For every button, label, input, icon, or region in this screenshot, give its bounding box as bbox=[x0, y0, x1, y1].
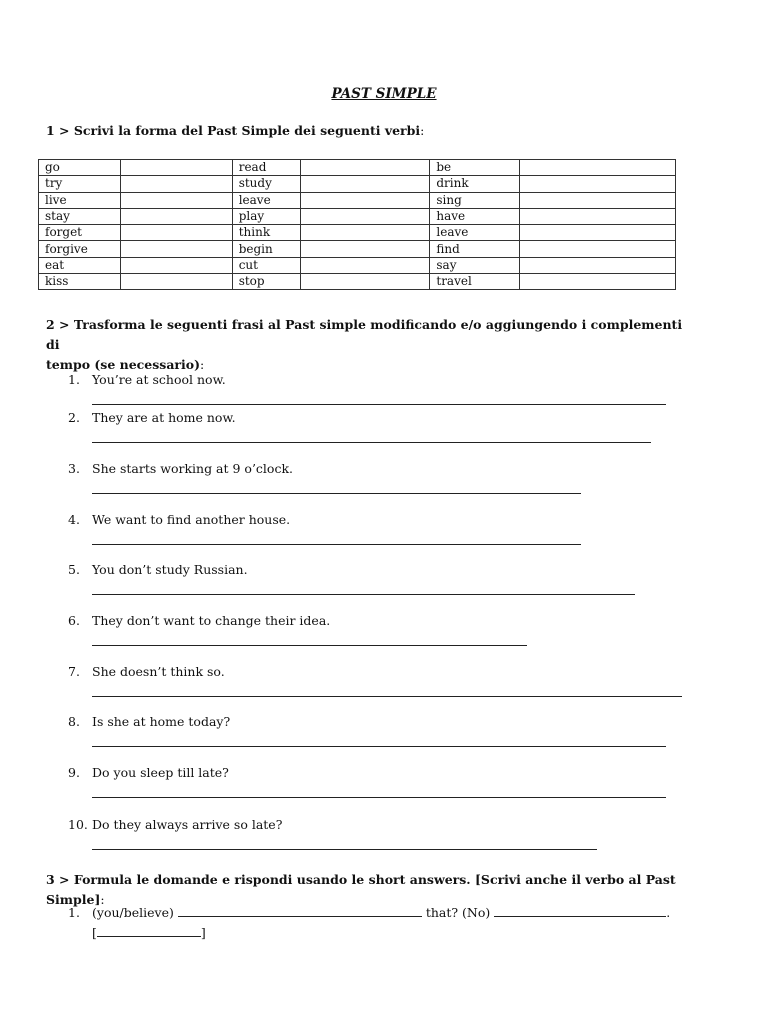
exercise-sentence: Do they always arrive so late? bbox=[92, 817, 283, 832]
verb-cell: play bbox=[232, 208, 300, 224]
verb-cell: forget bbox=[39, 225, 121, 241]
past-simple-answer-cell[interactable] bbox=[120, 160, 232, 176]
past-simple-answer-cell[interactable] bbox=[520, 208, 676, 224]
verbs-table bbox=[38, 159, 676, 290]
exercise-sentence: She starts working at 9 o’clock. bbox=[92, 461, 294, 476]
verb-cell: say bbox=[430, 257, 520, 273]
past-simple-answer-cell[interactable] bbox=[520, 241, 676, 257]
exercise-sentence: We want to find another house. bbox=[92, 512, 291, 527]
past-simple-answer-cell[interactable] bbox=[120, 192, 232, 208]
verbs-table-row bbox=[39, 257, 676, 273]
exercise-number: 7. bbox=[68, 664, 80, 679]
exercise-number: 8. bbox=[68, 714, 80, 729]
section2-heading-colon: : bbox=[200, 357, 205, 372]
question-answer-blank[interactable] bbox=[178, 904, 422, 917]
exercise-item bbox=[68, 817, 282, 833]
section3-item-number: 1. bbox=[68, 905, 80, 920]
section3-end-period: . bbox=[666, 905, 671, 920]
exercise-item bbox=[68, 765, 229, 781]
verbs-table-row bbox=[39, 208, 676, 224]
answer-line[interactable] bbox=[92, 544, 581, 545]
exercise-item bbox=[68, 512, 290, 528]
past-simple-answer-cell[interactable] bbox=[120, 208, 232, 224]
verb-cell: find bbox=[430, 241, 520, 257]
exercise-number: 9. bbox=[68, 765, 80, 780]
section1-heading-colon: : bbox=[420, 123, 425, 138]
verb-cell: live bbox=[39, 192, 121, 208]
past-simple-answer-cell[interactable] bbox=[520, 225, 676, 241]
past-simple-answer-cell[interactable] bbox=[120, 241, 232, 257]
bracket-close: ] bbox=[200, 925, 206, 940]
answer-line[interactable] bbox=[92, 404, 666, 405]
past-simple-answer-cell[interactable] bbox=[300, 208, 430, 224]
exercise-item bbox=[68, 664, 225, 680]
exercise-number: 6. bbox=[68, 613, 80, 628]
exercise-number: 1. bbox=[68, 372, 80, 387]
verb-cell: try bbox=[39, 176, 121, 192]
exercise-number: 3. bbox=[68, 461, 80, 476]
past-simple-answer-cell[interactable] bbox=[520, 274, 676, 290]
verbs-table-row bbox=[39, 225, 676, 241]
verb-cell: kiss bbox=[39, 274, 121, 290]
section3-heading-text: 3 > Formula le domande e rispondi usando le short answers. [Scrivi anche il verbo al Past Simple] bbox=[46, 872, 676, 907]
answer-line[interactable] bbox=[92, 797, 666, 798]
page-title: PAST SIMPLE bbox=[331, 86, 437, 102]
verb-cell: cut bbox=[232, 257, 300, 273]
short-answer-blank[interactable] bbox=[494, 904, 666, 917]
verbs-table-row bbox=[39, 192, 676, 208]
section3-prompt: (you/believe) bbox=[92, 905, 174, 920]
answer-line[interactable] bbox=[92, 493, 581, 494]
verb-cell: read bbox=[232, 160, 300, 176]
verb-cell: be bbox=[430, 160, 520, 176]
verb-cell: stop bbox=[232, 274, 300, 290]
verb-cell: travel bbox=[430, 274, 520, 290]
exercise-sentence: Do you sleep till late? bbox=[92, 765, 229, 780]
answer-line[interactable] bbox=[92, 442, 651, 443]
exercise-item bbox=[68, 372, 226, 388]
verb-cell: go bbox=[39, 160, 121, 176]
exercise-item bbox=[68, 714, 230, 730]
past-simple-answer-cell[interactable] bbox=[120, 225, 232, 241]
verbs-table-row bbox=[39, 274, 676, 290]
past-simple-answer-cell[interactable] bbox=[300, 176, 430, 192]
past-simple-answer-cell[interactable] bbox=[520, 176, 676, 192]
section1-heading bbox=[46, 121, 686, 141]
verbs-table-row bbox=[39, 160, 676, 176]
exercise-sentence: She doesn’t think so. bbox=[92, 664, 225, 679]
answer-line[interactable] bbox=[92, 696, 682, 697]
verb-cell: leave bbox=[232, 192, 300, 208]
answer-line[interactable] bbox=[92, 746, 666, 747]
section2-heading-line2: tempo (se necessario) bbox=[46, 357, 201, 372]
past-simple-answer-cell[interactable] bbox=[520, 192, 676, 208]
section3-heading-colon: : bbox=[100, 892, 105, 907]
verb-cell: begin bbox=[232, 241, 300, 257]
exercise-sentence: You don’t study Russian. bbox=[92, 562, 248, 577]
past-simple-answer-cell[interactable] bbox=[300, 257, 430, 273]
exercise-sentence: Is she at home today? bbox=[92, 714, 231, 729]
past-simple-answer-cell[interactable] bbox=[300, 225, 430, 241]
answer-line[interactable] bbox=[92, 849, 597, 850]
verb-past-simple-blank[interactable] bbox=[97, 924, 201, 937]
exercise-sentence: You’re at school now. bbox=[92, 372, 226, 387]
exercise-number: 10. bbox=[68, 817, 88, 832]
bracket-open: [ bbox=[92, 925, 97, 940]
verbs-table-row bbox=[39, 241, 676, 257]
verb-cell: have bbox=[430, 208, 520, 224]
exercise-sentence: They are at home now. bbox=[92, 410, 236, 425]
exercise-number: 4. bbox=[68, 512, 80, 527]
verbs-table-row bbox=[39, 176, 676, 192]
answer-line[interactable] bbox=[92, 645, 527, 646]
past-simple-answer-cell[interactable] bbox=[120, 257, 232, 273]
past-simple-answer-cell[interactable] bbox=[120, 176, 232, 192]
section2-heading bbox=[46, 315, 686, 375]
verb-cell: eat bbox=[39, 257, 121, 273]
section1-heading-text: 1 > Scrivi la forma del Past Simple dei seguenti verbi bbox=[46, 123, 421, 138]
verb-cell: stay bbox=[39, 208, 121, 224]
verb-cell: study bbox=[232, 176, 300, 192]
past-simple-answer-cell[interactable] bbox=[300, 274, 430, 290]
answer-line[interactable] bbox=[92, 594, 635, 595]
verb-cell: think bbox=[232, 225, 300, 241]
past-simple-answer-cell[interactable] bbox=[520, 257, 676, 273]
section3-middle-text: that? (No) bbox=[425, 905, 491, 920]
section3-item-1 bbox=[68, 904, 670, 922]
past-simple-answer-cell[interactable] bbox=[300, 241, 430, 257]
exercise-sentence: They don’t want to change their idea. bbox=[92, 613, 331, 628]
verb-cell: drink bbox=[430, 176, 520, 192]
section2-heading-line1: 2 > Trasforma le seguenti frasi al Past simple modificando e/o aggiungendo i complementi di bbox=[46, 317, 683, 352]
exercise-item bbox=[68, 410, 236, 426]
past-simple-answer-cell[interactable] bbox=[520, 160, 676, 176]
past-simple-answer-cell[interactable] bbox=[300, 160, 430, 176]
section3-verb-bracket bbox=[92, 924, 206, 942]
verb-cell: forgive bbox=[39, 241, 121, 257]
verb-cell: leave bbox=[430, 225, 520, 241]
exercise-item bbox=[68, 613, 330, 629]
past-simple-answer-cell[interactable] bbox=[120, 274, 232, 290]
exercise-number: 5. bbox=[68, 562, 80, 577]
exercise-item bbox=[68, 562, 248, 578]
exercise-number: 2. bbox=[68, 410, 80, 425]
verb-cell: sing bbox=[430, 192, 520, 208]
exercise-item bbox=[68, 461, 293, 477]
past-simple-answer-cell[interactable] bbox=[300, 192, 430, 208]
